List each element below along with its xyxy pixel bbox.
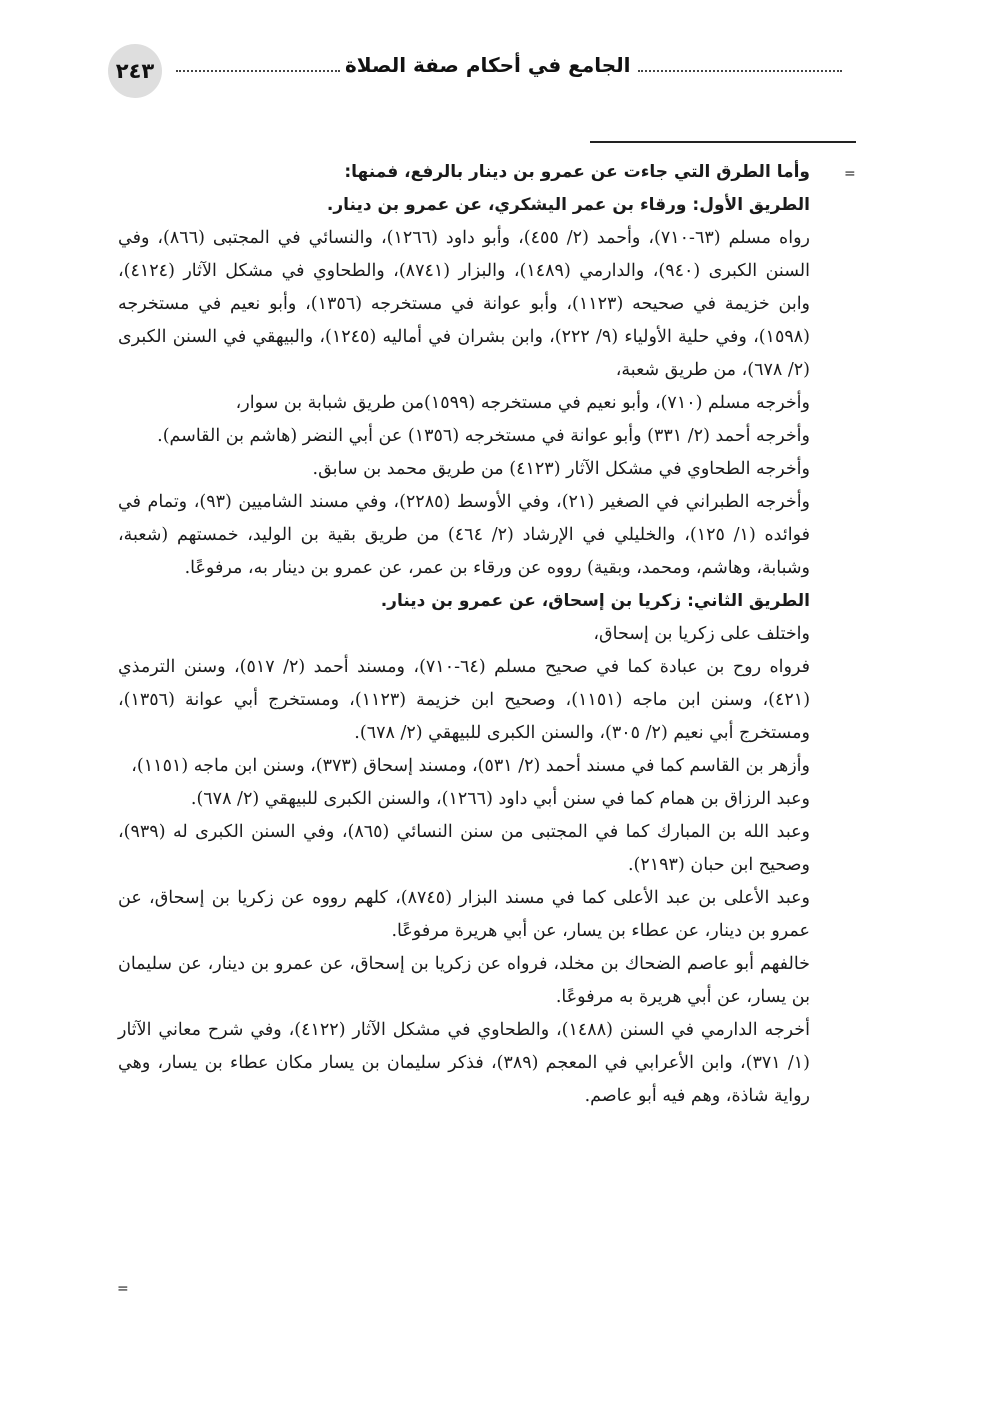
continuation-mark-end: =	[117, 1281, 129, 1297]
paragraph: فرواه روح بن عبادة كما في صحيح مسلم (٦٤-٧١٠)، ومسند أحمد (٢/ ٥١٧)، وسنن الترمذي (٤٢١)، وسنن ابن ماجه (١١٥١)، وصحيح ابن خزيمة (١١٢٣)، ومستخرج أبي عوانة (١٣٥٦)، ومستخرج أبي نعيم (٢/ ٣٠٥)، والسنن الكبرى للبيهقي (٢/ ٦٧٨).	[118, 657, 811, 743]
paragraph: خالفهم أبو عاصم الضحاك بن مخلد، فرواه عن زكريا بن إسحاق، عن عمرو بن دينار، عن سليمان بن يسار، عن أبي هريرة به مرفوعًا.	[118, 954, 810, 1007]
running-head-title: الجامع في أحكام صفة الصلاة	[345, 53, 631, 77]
footnote-body	[118, 156, 810, 1113]
paragraph: وأخرجه مسلم (٧١٠)، وأبو نعيم في مستخرجه (١٥٩٩)من طريق شبابة بن سوار،	[235, 393, 810, 413]
paragraph: وأخرجه أحمد (٢/ ٣٣١) وأبو عوانة في مستخرجه (١٣٥٦) عن أبي النضر (هاشم بن القاسم).	[157, 426, 810, 446]
paragraph: وعبد الأعلى بن عبد الأعلى كما في مسند البزار (٨٧٤٥)، كلهم رووه عن زكريا بن إسحاق، عن عمرو بن دينار، عن عطاء بن يسار، عن أبي هريرة مرفوعًا.	[118, 888, 810, 941]
paragraph: وأخرجه الطحاوي في مشكل الآثار (٤١٢٣) من طريق محمد بن سابق.	[312, 459, 810, 479]
paragraph: وعبد الرزاق بن همام كما في سنن أبي داود (١٢٦٦)، والسنن الكبرى للبيهقي (٢/ ٦٧٨).	[190, 789, 810, 809]
paragraph: واختلف على زكريا بن إسحاق،	[593, 624, 810, 644]
header-dotted-leader-right	[638, 56, 842, 72]
paragraph: وأخرجه الطبراني في الصغير (٢١)، وفي الأوسط (٢٢٨٥)، وفي مسند الشاميين (٩٣)، وتمام في فوائده (١/ ١٢٥)، والخليلي في الإرشاد (٢/ ٤٦٤) من طريق بقية بن الوليد، خمستهم (شعبة، وشبابة، وهاشم، ومحمد، وبقية) رووه عن ورقاء بن عمر، عن عمرو بن دينار به، مرفوعًا.	[118, 492, 811, 578]
heading-first-route: الطريق الأول: ورقاء بن عمر اليشكري، عن عمرو بن دينار.	[326, 195, 810, 215]
paragraph-intro: وأما الطرق التي جاءت عن عمرو بن دينار بالرفع، فمنها:	[344, 162, 810, 182]
paragraph: وأزهر بن القاسم كما في مسند أحمد (٢/ ٥٣١)، ومسند إسحاق (٣٧٣)، وسنن ابن ماجه (١١٥١)،	[131, 756, 810, 776]
header-dotted-leader-left	[176, 56, 340, 72]
paragraph: أخرجه الدارمي في السنن (١٤٨٨)، والطحاوي في مشكل الآثار (٤١٢٢)، وفي شرح معاني الآثار (١/ ٣٧١)، وابن الأعرابي في المعجم (٣٨٩)، فذكر سليمان بن يسار مكان عطاء بن يسار، وهي رواية شاذة، وهم فيه أبو عاصم.	[118, 1020, 810, 1106]
page-number: ٢٤٣	[108, 44, 162, 98]
paragraph: رواه مسلم (٦٣-٧١٠)، وأحمد (٢/ ٤٥٥)، وأبو داود (١٢٦٦)، والنسائي في المجتبى (٨٦٦)، وفي السنن الكبرى (٩٤٠)، والدارمي (١٤٨٩)، والبزار (٨٧٤١)، والطحاوي في مشكل الآثار (٤١٢٤)، وابن خزيمة في صحيحه (١١٢٣)، وأبو عوانة في مستخرجه (١٣٥٦)، وأبو نعيم في مستخرجه (١٥٩٨)، وفي حلية الأولياء (٩/ ٢٢٢)، وابن بشران في أماليه (١٢٤٥)، والبيهقي في السنن الكبرى (٢/ ٦٧٨)، من طريق شعبة،	[118, 228, 811, 380]
paragraph: وعبد الله بن المبارك كما في المجتبى من سنن النسائي (٨٦٥)، وفي السنن الكبرى له (٩٣٩)، وصحيح ابن حبان (٢١٩٣).	[118, 822, 810, 875]
continuation-mark-start: =	[844, 166, 856, 182]
footnote-separator-rule	[590, 141, 856, 143]
heading-second-route: الطريق الثاني: زكريا بن إسحاق، عن عمرو بن دينار.	[380, 591, 810, 611]
